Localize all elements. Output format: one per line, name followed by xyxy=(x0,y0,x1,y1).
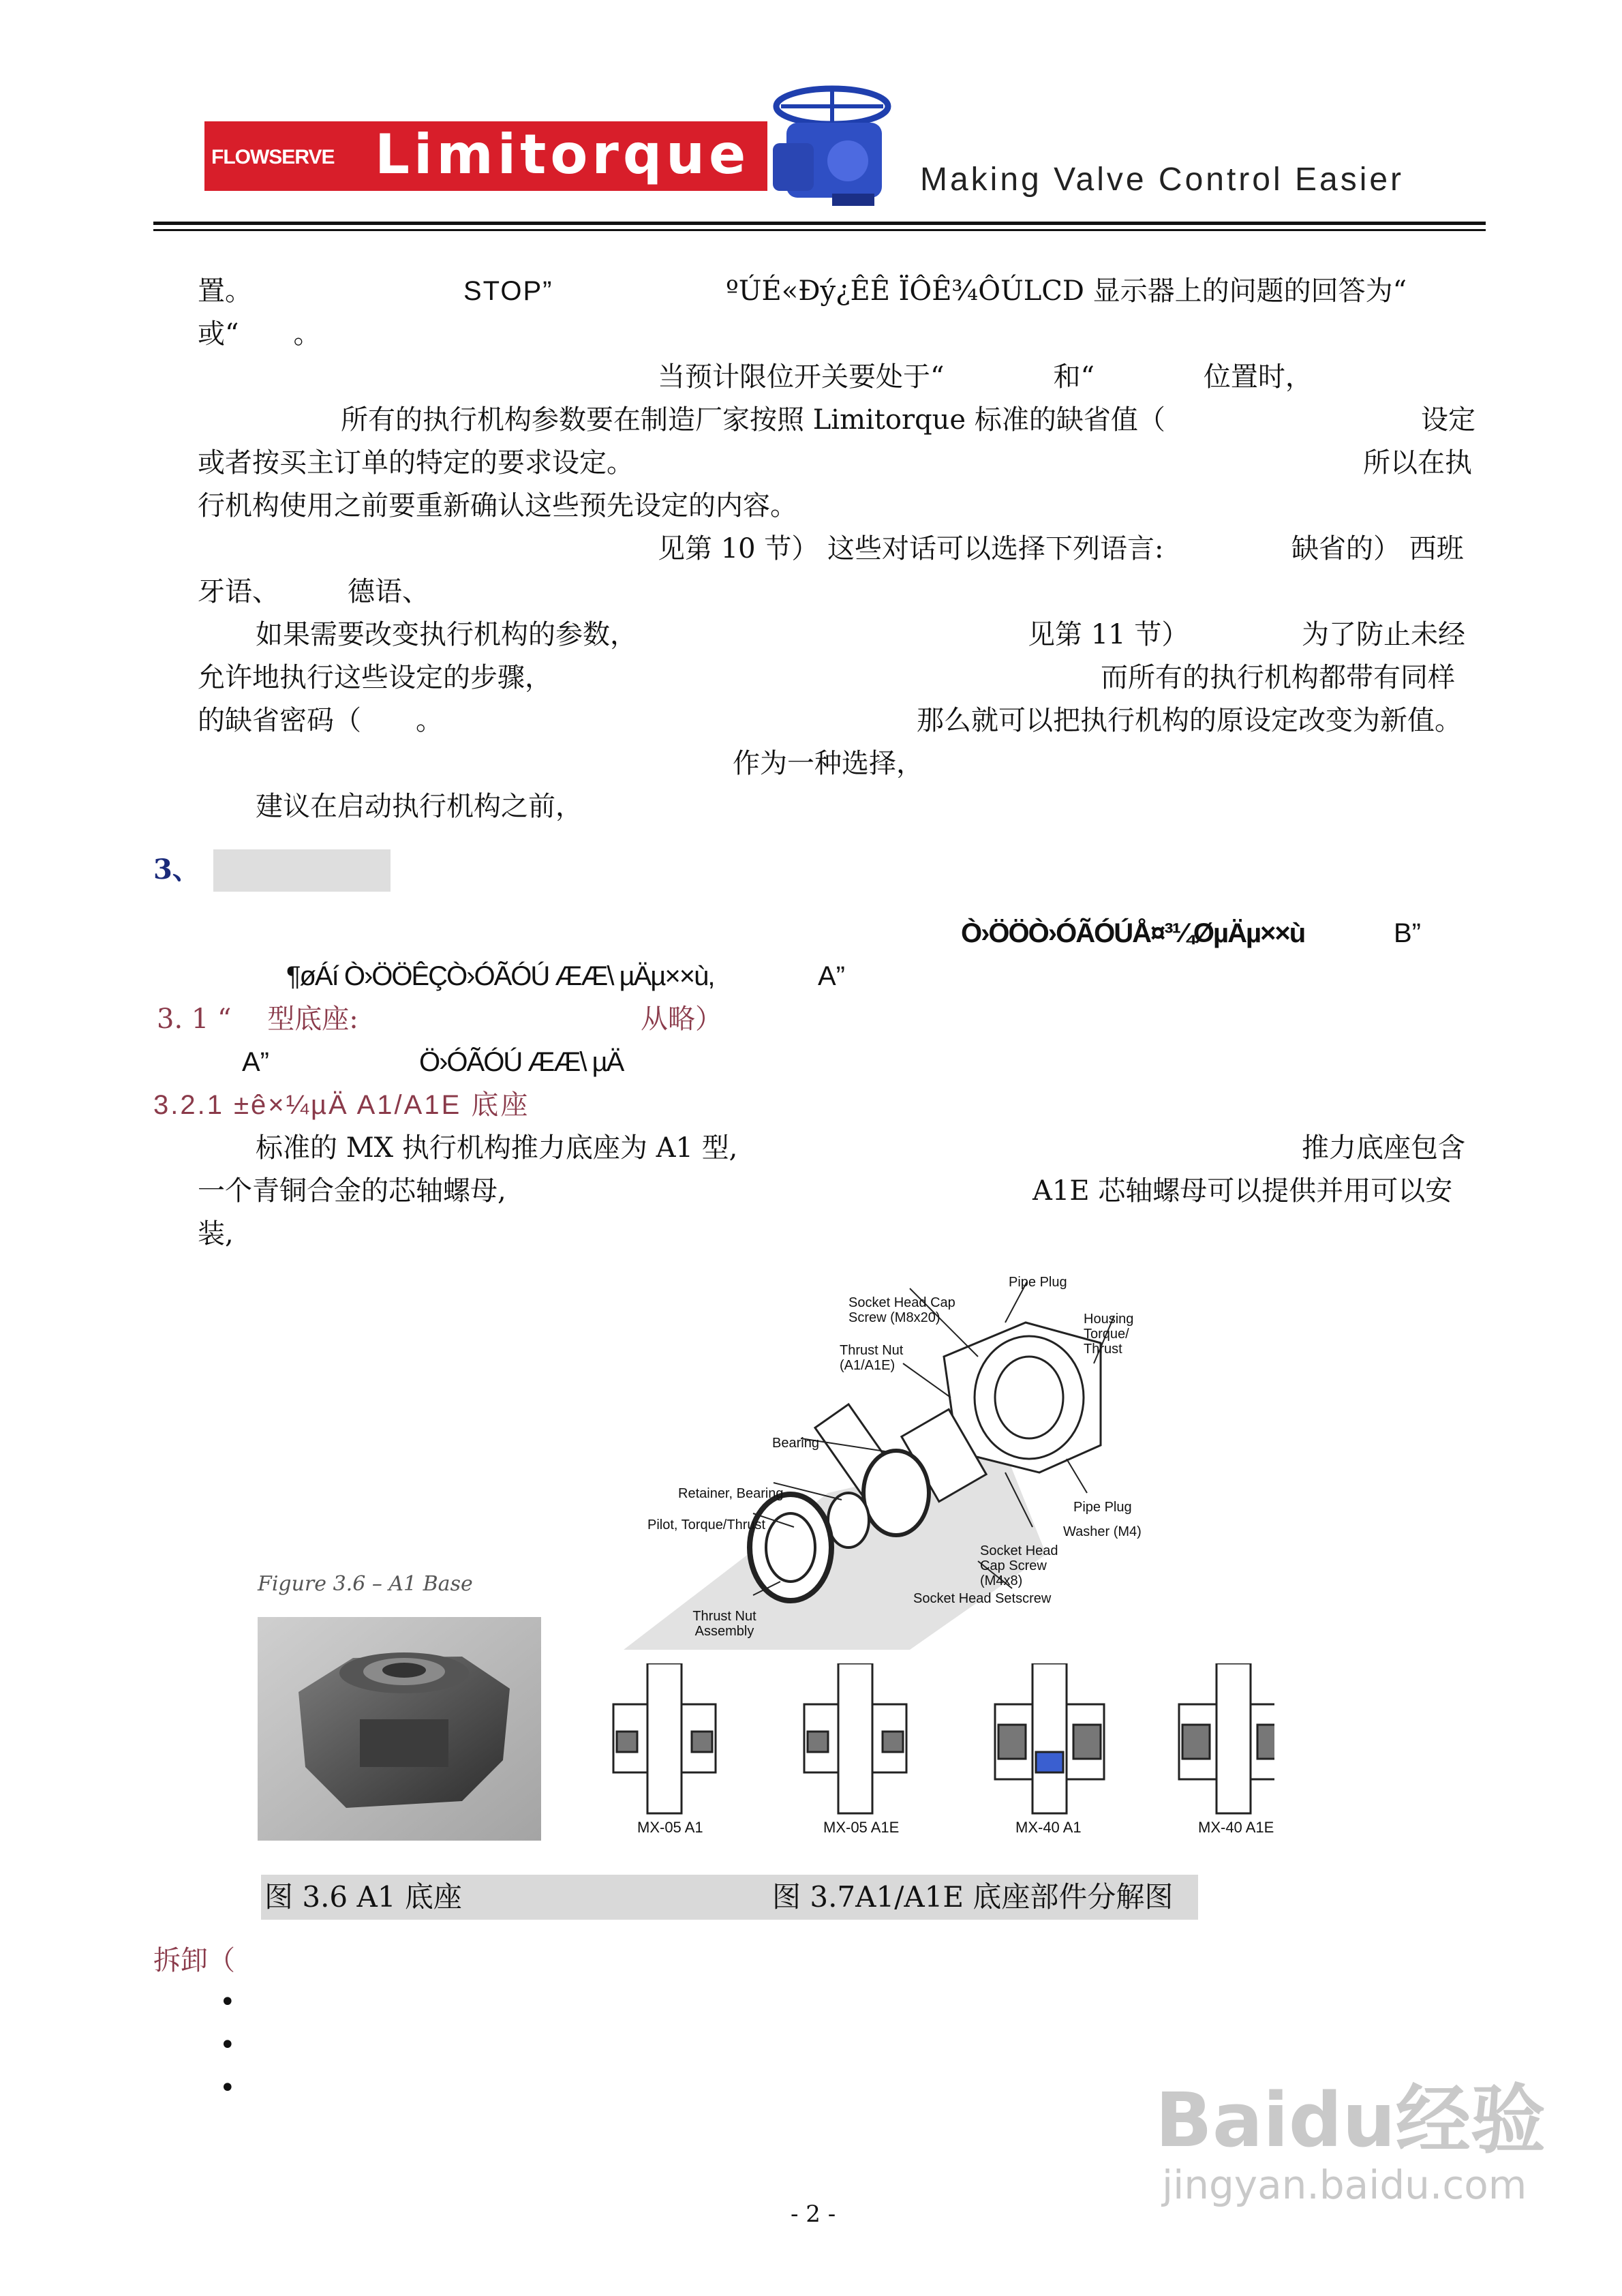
body-line: A” xyxy=(242,1047,269,1077)
body-line: 那么就可以把执行机构的原设定改变为新值。 xyxy=(917,705,1462,736)
body-line: 一个青铜合金的芯轴螺母, xyxy=(198,1175,506,1207)
body-line: 缺省的） 西班 xyxy=(1291,533,1464,564)
section-heading: 3、 xyxy=(153,854,200,886)
photo-caption: Figure 3.6 – A1 Base xyxy=(258,1572,473,1596)
body-line: 装, xyxy=(198,1218,234,1250)
section-mx05-a1e xyxy=(804,1663,906,1813)
bullet-item: • xyxy=(219,2072,236,2104)
body-line: ºÚÉ«Ðý¿ÊÊ ÏÔÊ¾ÔÚLCD 显示器上的问题的回答为“ xyxy=(726,275,1407,307)
body-line: 建议在启动执行机构之前， xyxy=(256,791,583,822)
label-washer: Washer (M4) xyxy=(1063,1524,1142,1539)
body-line: 置。 xyxy=(198,275,252,307)
disassembly-heading: 拆卸（ xyxy=(153,1945,235,1976)
body-line: 推力底座包含 xyxy=(1302,1132,1465,1164)
body-line: 设定 xyxy=(1421,404,1475,436)
section-mx40-a1e xyxy=(1179,1663,1274,1813)
body-line: 行机构使用之前要重新确认这些预先设定的内容。 xyxy=(198,490,797,522)
bullet-item: • xyxy=(219,2029,236,2061)
subsection-note: 从略） xyxy=(641,1003,722,1035)
body-line: 作为一种选择， xyxy=(733,748,923,779)
watermark-main: Baidu经验 xyxy=(1155,2076,1546,2164)
section-label: MX-05 A1E xyxy=(823,1819,900,1836)
label-pipe-plug: Pipe Plug xyxy=(1009,1275,1067,1290)
label-bearing: Bearing xyxy=(772,1436,819,1451)
garbled-line: Ò›ÖÖÒ›ÓÃÓÚÅ¤³¼ØµÄµ××ù xyxy=(961,918,1305,948)
body-line: 如果需要改变执行机构的参数， xyxy=(256,619,637,650)
figure-caption-left: 图 3.6 A1 底座 xyxy=(264,1880,462,1914)
retainer-part xyxy=(828,1493,869,1547)
label-socket-head-m4: Socket Head Cap Screw (M4x8) xyxy=(980,1543,1058,1588)
baidu-watermark xyxy=(1155,2076,1546,2209)
body-line: 或“ 。 xyxy=(198,318,321,350)
body-line: 见第 10 节） 这些对话可以选择下列语言: xyxy=(658,533,1164,564)
body-line: 见第 11 节） xyxy=(1028,619,1189,650)
label-retainer: Retainer, Bearing xyxy=(678,1486,784,1501)
section-label: MX-40 A1 xyxy=(1015,1819,1082,1836)
actuator-icon xyxy=(767,80,897,210)
label-pipe-plug-2: Pipe Plug xyxy=(1073,1500,1132,1515)
body-line: 所以在执 xyxy=(1363,447,1472,479)
subsection-heading: 3. 1 “ 型底座: xyxy=(157,1003,358,1035)
bullet-item: • xyxy=(219,1987,236,2018)
header-rule-thin xyxy=(153,229,1486,231)
bearing-part xyxy=(863,1451,929,1535)
body-line: A” xyxy=(818,961,845,991)
heading-highlight xyxy=(213,849,391,892)
label-setscrew: Socket Head Setscrew xyxy=(913,1591,1052,1606)
garbled-line: Ö›ÓÃÓÚ ÆÆ\ µÄ xyxy=(419,1047,624,1077)
label-housing: Housing Torque/ Thrust xyxy=(1084,1312,1134,1357)
header-rule xyxy=(153,222,1486,225)
body-line: 或者按买主订单的特定的要求设定。 xyxy=(198,447,634,479)
body-line: 牙语、 德语、 xyxy=(198,576,429,607)
label-thrust-nut-assembly: Thrust Nut Assembly xyxy=(692,1609,756,1639)
garbled-line: ¶øÁí Ò›ÖÖÊÇÒ›ÓÃÓÚ ÆÆ\ µÄµ××ù, xyxy=(286,961,714,991)
product-name: Limitorque xyxy=(375,123,750,186)
figure-caption-right: 图 3.7A1/A1E 底座部件分解图 xyxy=(772,1880,1174,1914)
body-line: 所有的执行机构参数要在制造厂家按照 Limitorque 标准的缺省值（ xyxy=(341,404,1165,436)
body-line: B” xyxy=(1394,918,1421,948)
flowserve-limitorque-logo xyxy=(204,121,767,191)
watermark-url: jingyan.baidu.com xyxy=(1162,2162,1527,2208)
section-views xyxy=(600,1663,1274,1820)
section-mx40-a1 xyxy=(995,1663,1104,1813)
body-line: STOP” xyxy=(463,276,553,306)
tagline: Making Valve Control Easier xyxy=(920,162,1405,198)
body-line: 允许地执行这些设定的步骤， xyxy=(198,662,552,693)
label-thrust-nut: Thrust Nut (A1/A1E) xyxy=(840,1343,904,1373)
section-mx05-a1 xyxy=(613,1663,716,1813)
subsection-heading: 3.2.1 ±ê×¼µÄ A1/A1E 底座 xyxy=(153,1090,530,1120)
body-line: A1E 芯轴螺母可以提供并用可以安 xyxy=(1032,1175,1453,1207)
label-pilot: Pilot, Torque/Thrust xyxy=(647,1517,766,1532)
section-label: MX-05 A1 xyxy=(637,1819,703,1836)
body-line: 标准的 MX 执行机构推力底座为 A1 型, xyxy=(256,1132,738,1164)
body-line: 而所有的执行机构都带有同样 xyxy=(1101,662,1455,693)
body-line: 当预计限位开关要处于“ 和“ 位置时， xyxy=(658,361,1313,393)
body-line: 的缺省密码（ 。 xyxy=(198,705,443,736)
body-line: 为了防止未经 xyxy=(1302,619,1465,650)
label-socket-head-cap: Socket Head Cap Screw (M8x20) xyxy=(848,1295,955,1325)
section-label: MX-40 A1E xyxy=(1198,1819,1274,1836)
brand-name: FLOWSERVE xyxy=(211,146,335,168)
a1-base-photo xyxy=(258,1617,541,1841)
page-number: - 2 - xyxy=(791,2201,836,2228)
